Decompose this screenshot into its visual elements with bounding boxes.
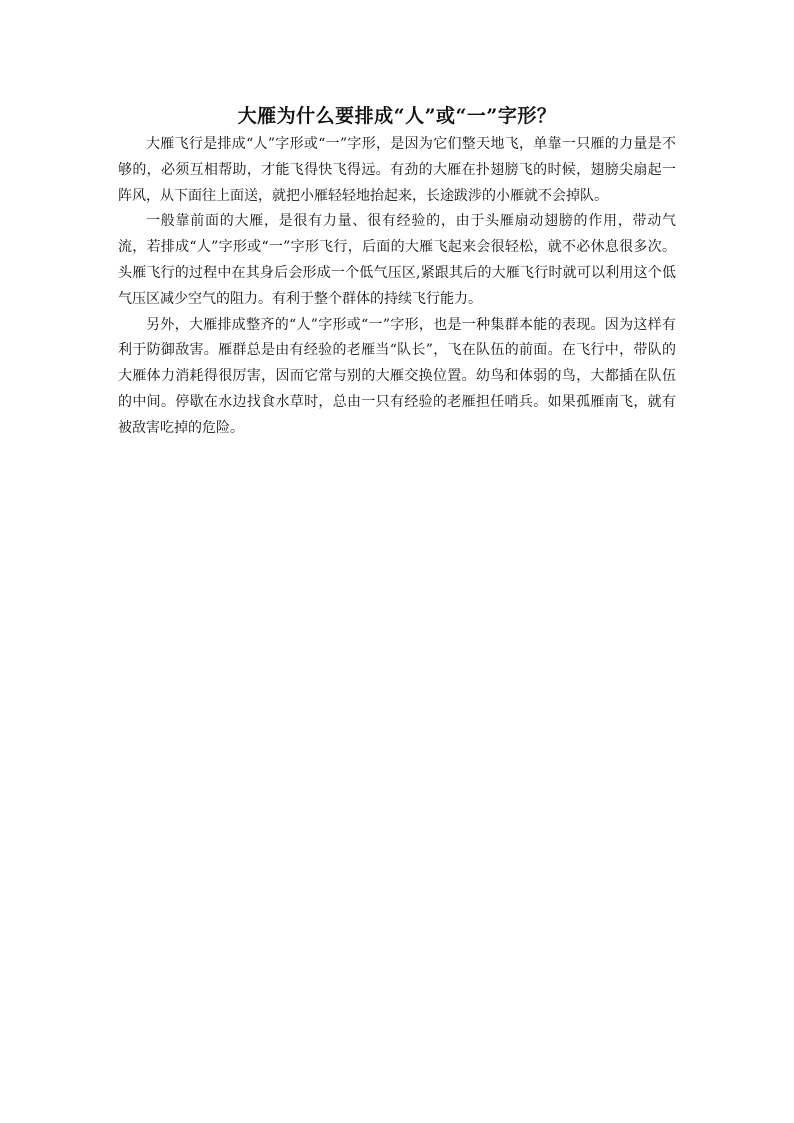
- paragraph-2: 一般靠前面的大雁，是很有力量、很有经验的，由于头雁扇动翅膀的作用，带动气流，若排成“人”字形或“一”字形飞行，后面的大雁飞起来会很轻松，就不必休息很多次。头雁飞行的过程中在其身后会形成一个低气压区,紧跟其后的大雁飞行时就可以利用这个低气压区减少空气的阻力。有利于整个群体的持续飞行能力。: [118, 213, 676, 307]
- document-title: 大雁为什么要排成“人”或“一”字形？: [237, 105, 557, 127]
- paragraph-3: 另外，大雁排成整齐的“人”字形或“一”字形，也是一种集群本能的表现。因为这样有利于防御敌害。雁群总是由有经验的老雁当“队长”，飞在队伍的前面。在飞行中，带队的大雁体力消耗得很厉害，因而它常与别的大雁交换位置。幼鸟和体弱的鸟，大都插在队伍的中间。停歇在水边找食水草时，总由一只有经验的老雁担任哨兵。如果孤雁南飞，就有被敌害吃掉的危险。: [118, 316, 676, 436]
- document-body: [118, 101, 676, 442]
- paragraph-1: 大雁飞行是排成“人”字形或“一”字形，是因为它们整天地飞，单靠一只雁的力量是不够的，必须互相帮助，才能飞得快飞得远。有劲的大雁在扑翅膀飞的时候，翅膀尖扇起一阵风，从下面往上面送，就把小雁轻轻地抬起来，长途跋涉的小雁就不会掉队。: [118, 136, 676, 204]
